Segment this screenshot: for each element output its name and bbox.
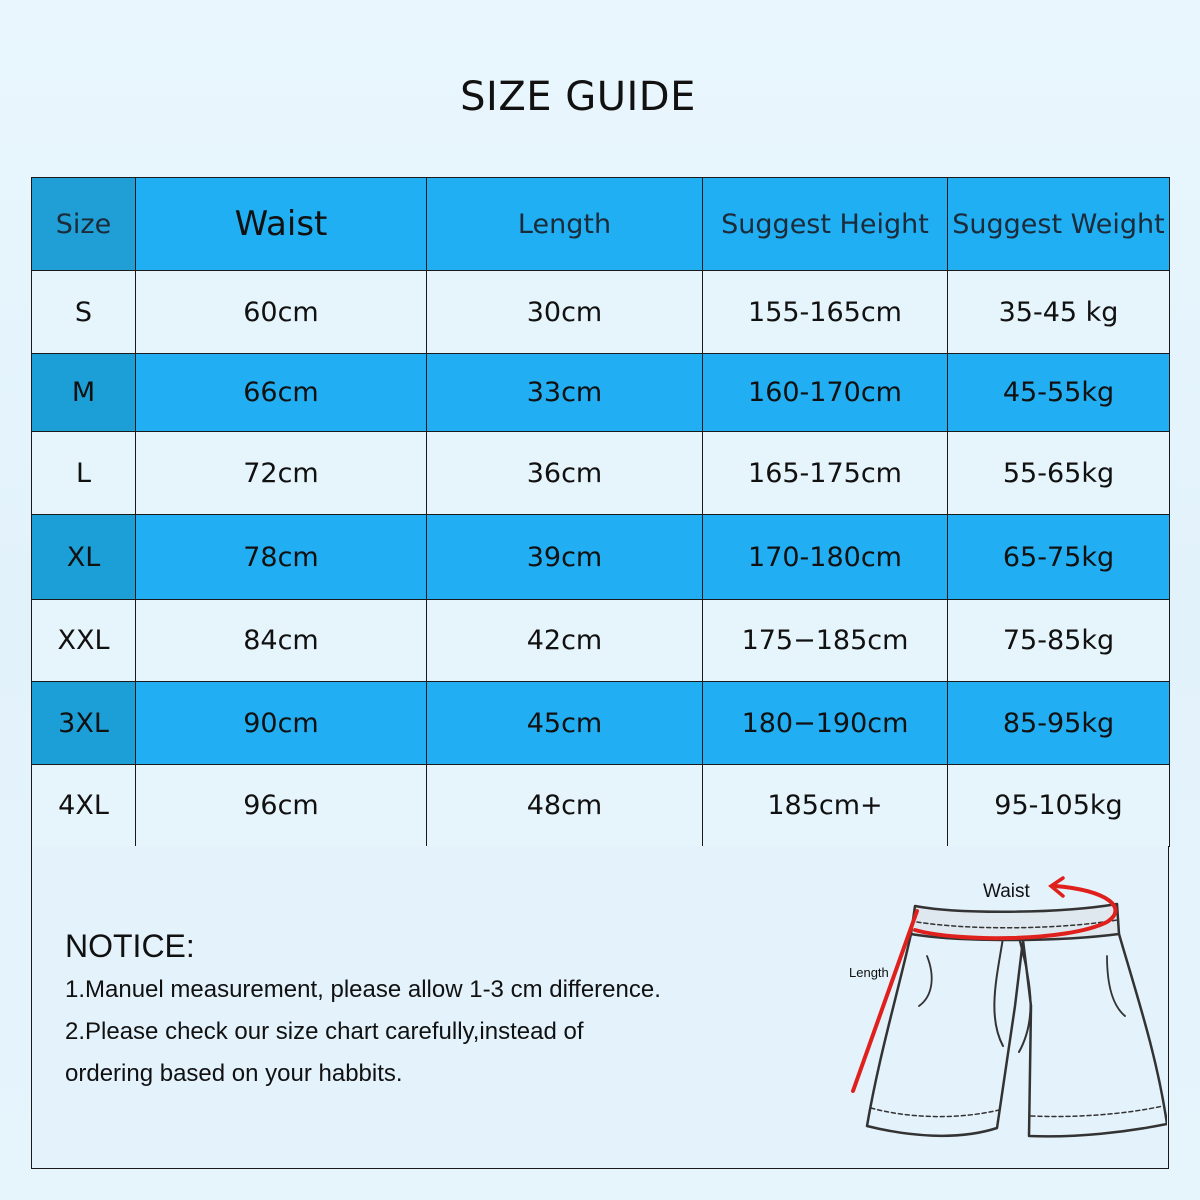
length-label: Length [849,965,889,980]
length-cell: 33cm [427,354,703,432]
table-row [32,432,1170,515]
length-cell: 39cm [427,515,703,600]
length-cell: 42cm [427,600,703,682]
length-cell: 30cm [427,271,703,354]
size-cell: M [32,354,136,432]
length-cell: 48cm [427,765,703,847]
header-length: Length [427,178,703,271]
table-row [32,682,1170,765]
waist-cell: 96cm [136,765,427,847]
length-cell: 45cm [427,682,703,765]
notice-line-3: ordering based on your habbits. [65,1060,403,1087]
table-row [32,765,1170,847]
notice-line-2: 2.Please check our size chart carefully,instead of [65,1018,584,1045]
notice-title: NOTICE: [65,928,195,964]
weight-cell: 95-105kg [948,765,1170,847]
weight-cell: 45-55kg [948,354,1170,432]
waist-cell: 60cm [136,271,427,354]
size-cell: XXL [32,600,136,682]
size-cell: S [32,271,136,354]
height-cell: 180−190cm [703,682,948,765]
table-row [32,515,1170,600]
waist-cell: 84cm [136,600,427,682]
page-title: SIZE GUIDE [460,74,696,120]
length-measure-line [853,911,917,1091]
weight-cell: 75-85kg [948,600,1170,682]
size-cell: 4XL [32,765,136,847]
waist-cell: 90cm [136,682,427,765]
waist-cell: 66cm [136,354,427,432]
header-suggest-height: Suggest Height [703,178,948,271]
height-cell: 165-175cm [703,432,948,515]
shorts-measurement-diagram [807,856,1167,1156]
header-waist: Waist [136,178,427,271]
waist-label: Waist [983,881,1030,902]
table-row [32,271,1170,354]
weight-cell: 85-95kg [948,682,1170,765]
weight-cell: 35-45 kg [948,271,1170,354]
length-cell: 36cm [427,432,703,515]
size-cell: 3XL [32,682,136,765]
height-cell: 175−185cm [703,600,948,682]
size-chart-table [31,177,1170,847]
header-suggest-weight: Suggest Weight [948,178,1170,271]
header-size: Size [32,178,136,271]
size-cell: XL [32,515,136,600]
waist-cell: 72cm [136,432,427,515]
notice-line-1: 1.Manuel measurement, please allow 1-3 cm difference. [65,976,661,1003]
height-cell: 155-165cm [703,271,948,354]
notice-box [31,846,1169,1169]
table-row [32,600,1170,682]
table-header-row [32,178,1170,271]
height-cell: 170-180cm [703,515,948,600]
weight-cell: 65-75kg [948,515,1170,600]
size-cell: L [32,432,136,515]
height-cell: 185cm+ [703,765,948,847]
table-row [32,354,1170,432]
weight-cell: 55-65kg [948,432,1170,515]
waist-cell: 78cm [136,515,427,600]
height-cell: 160-170cm [703,354,948,432]
